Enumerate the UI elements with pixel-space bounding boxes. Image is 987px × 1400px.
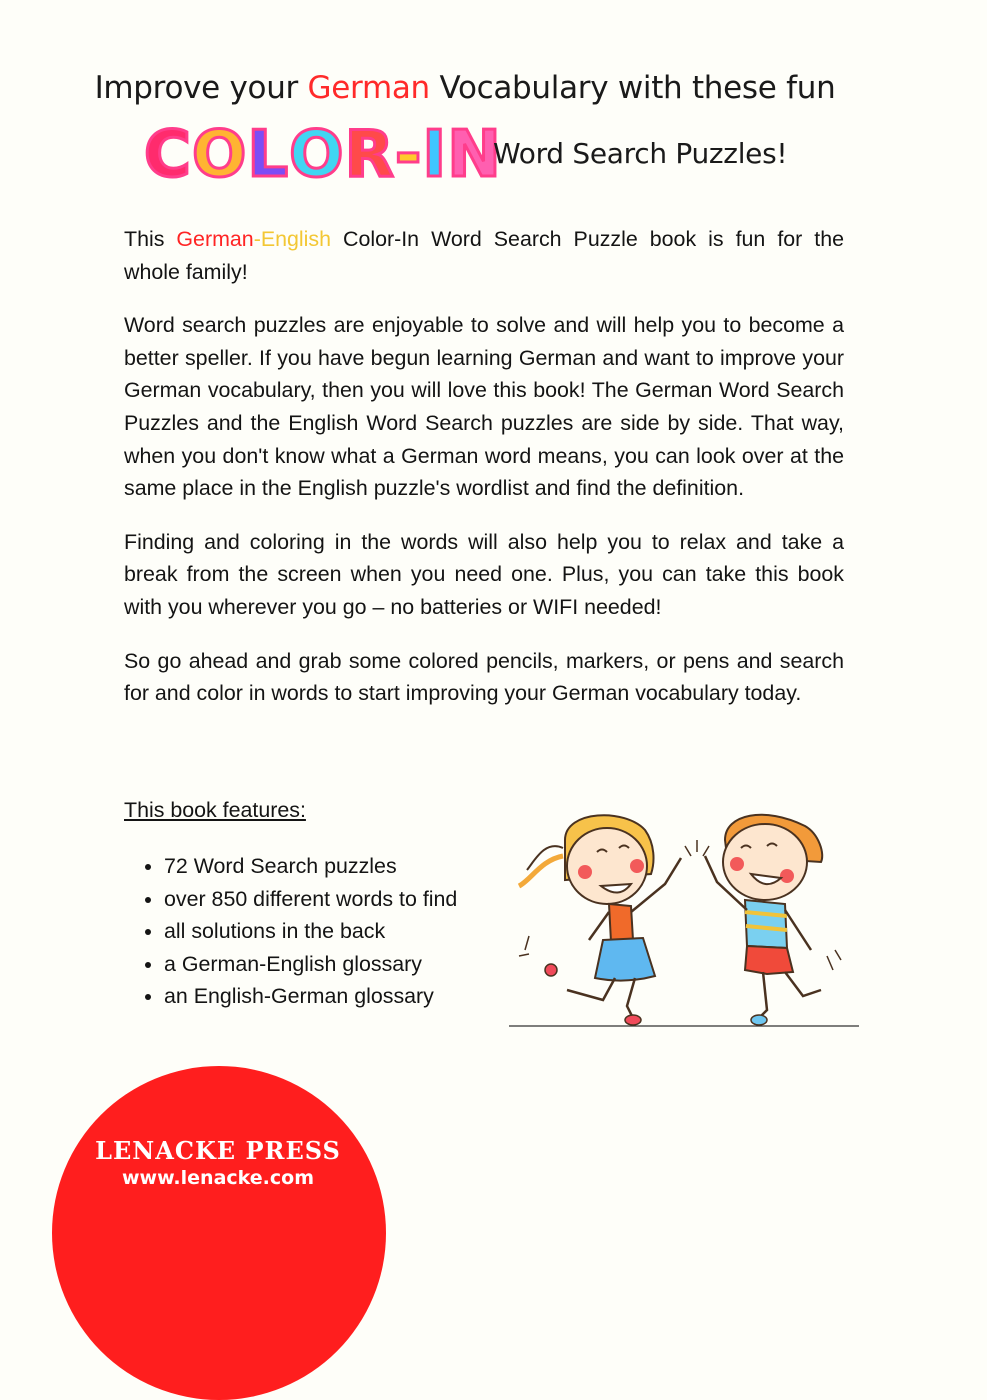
headline-after: Vocabulary with these fun xyxy=(429,70,836,106)
intro-paragraph xyxy=(124,223,844,288)
color-in-logo xyxy=(144,115,502,195)
list-item: • a German-English glossary xyxy=(164,948,457,981)
publisher-url: www.lenacke.com xyxy=(121,1167,314,1189)
paragraph: Word search puzzles are enjoyable to solve and will help you to become a better speller. If you have begun learning German and want to improve your German vocabulary, then you will love this book! The German Word Search Puzzles and the English Word Search puzzles are side by side. That way, when you don't know what a German word means, you can look over at the same place in the English puzzle's wordlist and find the definition. xyxy=(124,313,844,501)
list-item: • all solutions in the back xyxy=(164,915,457,948)
paragraph: So go ahead and grab some colored pencils, markers, or pens and search for and color in words to start improving your German vocabulary today. xyxy=(124,648,844,706)
subheadline xyxy=(138,115,858,195)
intro-english: English xyxy=(260,227,331,251)
boy-figure xyxy=(705,815,841,1025)
color-in-letter: O xyxy=(289,118,345,192)
girl-figure xyxy=(519,815,681,1025)
features-title: This book features: xyxy=(124,798,306,822)
headline-accent-german: German xyxy=(307,70,430,106)
kids-high-five-illustration xyxy=(505,800,865,1035)
features-list xyxy=(138,850,457,1013)
list-item: • over 850 different words to find xyxy=(164,883,457,916)
subheadline-text: Word Search Puzzles! xyxy=(493,137,788,170)
intro-dash: - xyxy=(253,227,261,251)
intro-german: German xyxy=(176,227,254,251)
color-in-letter: O xyxy=(191,118,248,192)
headline-before: Improve your xyxy=(94,70,308,106)
description xyxy=(124,223,844,731)
color-in-letter: - xyxy=(394,118,423,192)
paragraph: Finding and coloring in the words will also help you to relax and take a break from the screen when you need one. Plus, you can take this book with you wherever you go – no batteries or WIFI needed! xyxy=(124,529,844,619)
color-in-letter: I xyxy=(422,118,448,192)
color-in-letter: C xyxy=(144,118,192,192)
headline xyxy=(0,70,930,106)
color-in-letter: N xyxy=(447,118,502,192)
color-in-letter: L xyxy=(247,118,290,192)
intro-prefix: This xyxy=(124,227,177,251)
publisher-badge xyxy=(52,1066,386,1400)
intro-suffix: Color-In Word Search Puzzle book is fun for the whole family! xyxy=(124,227,845,284)
list-item: • 72 Word Search puzzles xyxy=(164,850,457,883)
publisher-name: LENACKE PRESS xyxy=(95,1136,341,1165)
list-item: • an English-German glossary xyxy=(164,980,457,1013)
color-in-letter: R xyxy=(344,118,395,192)
